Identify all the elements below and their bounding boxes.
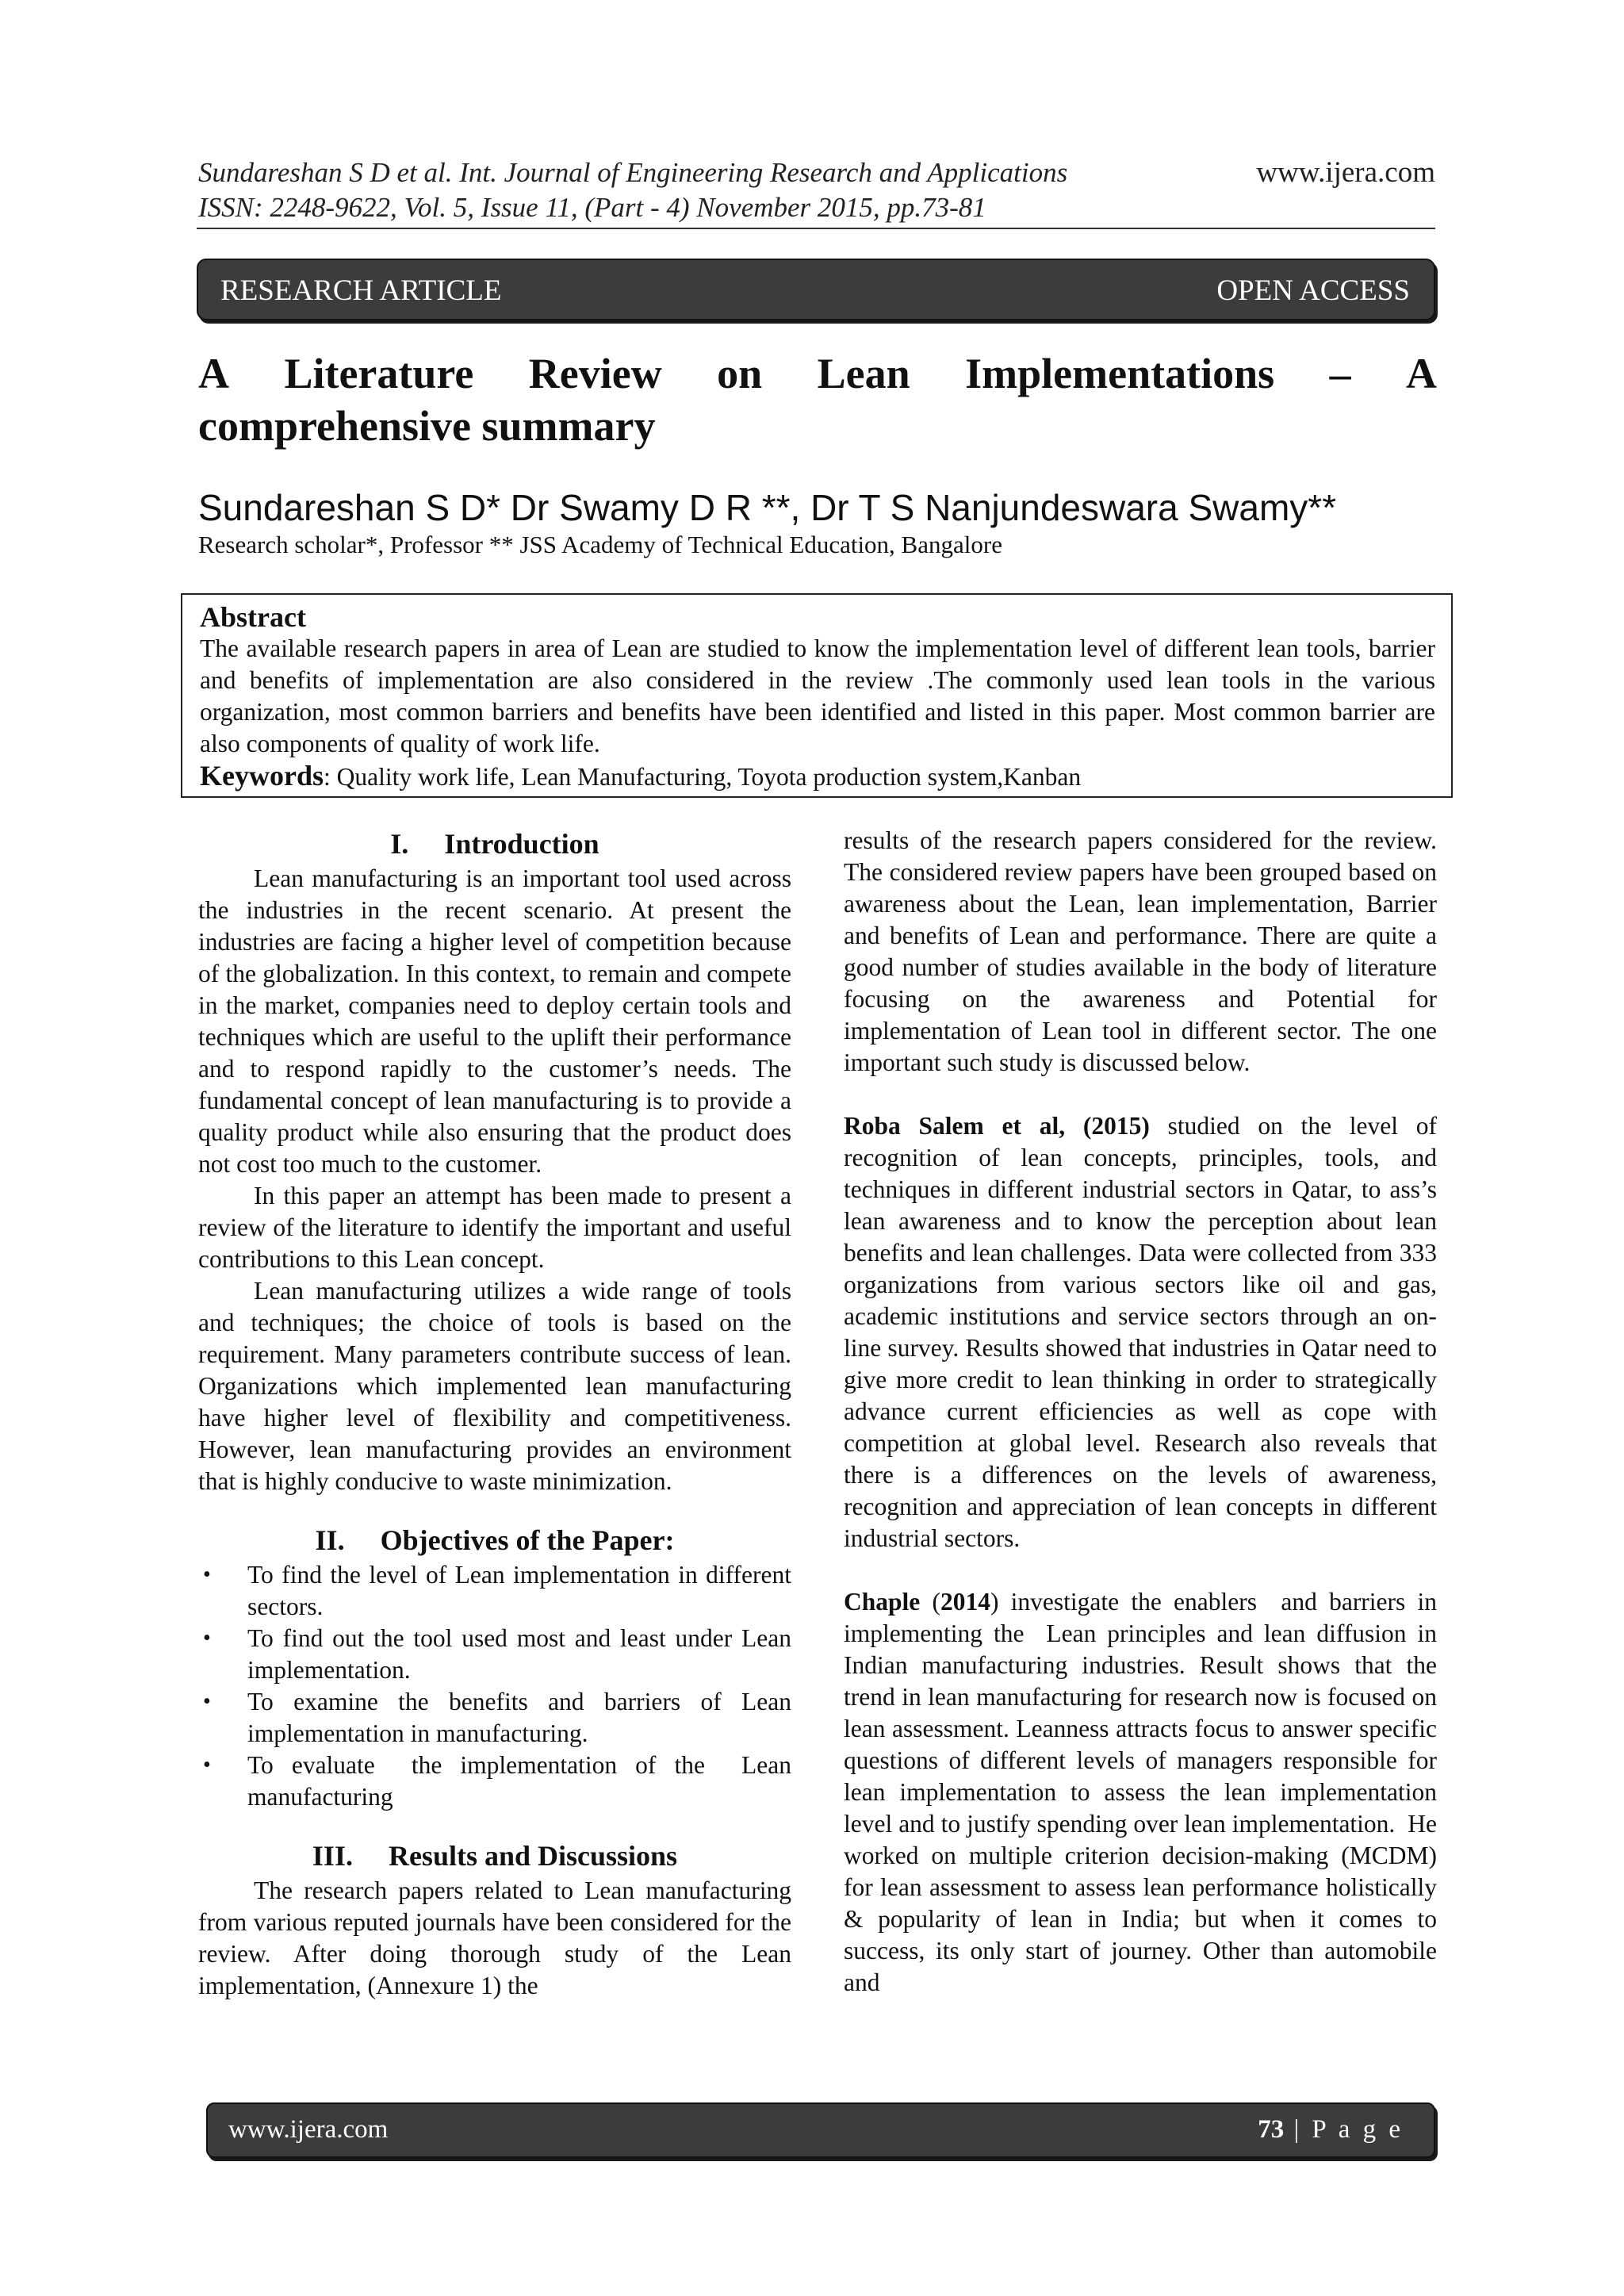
intro-paragraph-1: Lean manufacturing is an important tool used across the industries in the recent scenario. At present the industries are facing a higher level of competition because of the globalization. In this context, to remain and compete in the market, companies need to deploy certain tools and techniques which are useful to the uplift their performance and to respond rapidly to the customer’s needs. The fundamental concept of lean manufacturing is to provide a quality product while also ensuring that the product does not cost too much to the customer. (198, 864, 791, 1178)
roba-salem-paragraph: Roba Salem et al, (2015) studied on the level of recognition of lean concepts, principles, tools, and techniques in different industrial sectors in Qatar, to ass’s lean awareness and to know the perception about lean benefits and lean challenges. Data were collected from 333 organizations from various sectors like oil and gas, academic institutions and service sectors through an on-line survey. Results showed that industries in Qatar need to give more credit to lean thinking in order to strategically advance current efficiencies as well as cope with competition at global level. Research also reveals that there is a differences on the levels of awareness, recognition and appreciation of lean concepts in different industrial sectors. (844, 1112, 1437, 1552)
objectives-list (198, 1559, 798, 1813)
title-word: – (1329, 350, 1351, 397)
keywords-list: : Quality work life, Lean Manufacturing, Toyota production system,Kanban (324, 763, 1082, 791)
results-heading: III. Results and Discussions (312, 1840, 678, 1872)
journal-line: Sundareshan S D et al. Int. Journal of Engineering Research and Applications (198, 157, 1068, 188)
chaple-year: 2014 (940, 1588, 990, 1616)
left-column (198, 825, 798, 2002)
abstract-heading: Abstract (200, 601, 306, 633)
title-word: A (198, 350, 229, 397)
results-paragraph-continued: results of the research papers considered for the review. The considered review papers have been grouped based on awareness about the Lean, lean implementation, Barrier and benefits of Lean and performance. There are quite a good number of studies available in the body of literature focusing on the awareness and Potential for implementation of Lean tool in different sector. The one important such study is discussed below. (844, 826, 1437, 1076)
title-word: Literature (284, 350, 474, 397)
keywords-label: Keywords (200, 760, 324, 792)
objectives-heading: II. Objectives of the Paper: (315, 1524, 675, 1556)
title-word: A (1406, 350, 1437, 397)
chaple-paragraph: Chaple (2014) investigate the enablers and barriers in implementing the Lean principles and lean diffusion in Indian manufacturing industries. Result shows that the trend in lean manufacturing for research now is focused on lean assessment. Leanness attracts focus to answer specific questions of different levels of managers responsible for lean implementation to assess the lean implementation level and to justify spending over lean implementation. He worked on multiple criterion decision-making (MCDM) for lean assessment to assess lean performance holistically & popularity of lean in India; but when it comes to success, its only start of journey. Other than automobile and (844, 1588, 1443, 1996)
list-item: • To find the level of Lean implementation in different sectors. (203, 1561, 791, 1620)
research-article-label: RESEARCH ARTICLE (220, 274, 502, 307)
title-word: Implementations (965, 350, 1275, 397)
bullet-icon: • (203, 1562, 211, 1587)
results-paragraph-1: The research papers related to Lean manufacturing from various reputed journals have been considered for the review. After doing thorough study of the Lean implementation, (Annexure 1) the (198, 1876, 791, 1999)
abstract-text: The available research papers in area of Lean are studied to know the implementation level of different lean tools, barrier and benefits of implementation are also considered in the review .The commonly used lean tools in the various organization, most common barriers and benefits have been identified and listed in this paper. Most common barrier are also components of quality of work life. (200, 634, 1435, 757)
roba-salem-citation: Roba Salem et al, (2015) (844, 1112, 1150, 1140)
title-word: Lean (817, 350, 910, 397)
keywords-line (200, 760, 1435, 793)
list-item: • To find out the tool used most and least under Lean implementation. (203, 1624, 791, 1684)
intro-paragraph-3: Lean manufacturing utilizes a wide range of tools and techniques; the choice of tools is based on the requirement. Many parameters contribute success of lean. Organizations which implemented lean manufacturing have higher level of flexibility and competitiveness. However, lean manufacturing provides an environment that is highly conducive to waste minimization. (198, 1277, 791, 1495)
list-item: • To examine the benefits and barriers of Lean implementation in manufacturing. (203, 1688, 791, 1747)
bullet-icon: • (203, 1753, 211, 1777)
author-names: Sundareshan S D* Dr Swamy D R **, Dr T S Nanjundeswara Swamy** (198, 487, 1337, 528)
paper-title (198, 347, 1437, 452)
page-number: 73 (1258, 2115, 1285, 2144)
title-word: on (717, 350, 763, 397)
header-divider (197, 228, 1435, 229)
running-header (198, 155, 1213, 225)
introduction-heading: I. Introduction (390, 828, 599, 860)
intro-paragraph-2: In this paper an attempt has been made to present a review of the literature to identify the important and useful contributions to this Lean concept. (198, 1182, 791, 1273)
chaple-author: Chaple (844, 1588, 921, 1616)
title-line-1 (198, 347, 1437, 400)
title-word: Review (528, 350, 662, 397)
list-item: • To evaluate the implementation of the Lean manufacturing (203, 1751, 798, 1811)
bullet-icon: • (203, 1689, 211, 1714)
open-access-label: OPEN ACCESS (1216, 274, 1410, 307)
page-footer (206, 2102, 1435, 2158)
title-line-2: comprehensive summary (198, 402, 656, 450)
abstract-box (181, 593, 1453, 798)
footer-website-link[interactable]: www.ijera.com (228, 2115, 389, 2144)
bullet-icon: • (203, 1626, 211, 1650)
right-column (844, 825, 1443, 1999)
header-website-link[interactable]: www.ijera.com (1256, 156, 1435, 189)
author-affiliation: Research scholar*, Professor ** JSS Academy of Technical Education, Bangalore (198, 531, 1002, 558)
issn-line: ISSN: 2248-9622, Vol. 5, Issue 11, (Part - 4) November 2015, pp.73-81 (198, 192, 986, 223)
page-number-label: 73 | P a g e (1258, 2115, 1404, 2144)
article-type-banner (197, 259, 1435, 320)
